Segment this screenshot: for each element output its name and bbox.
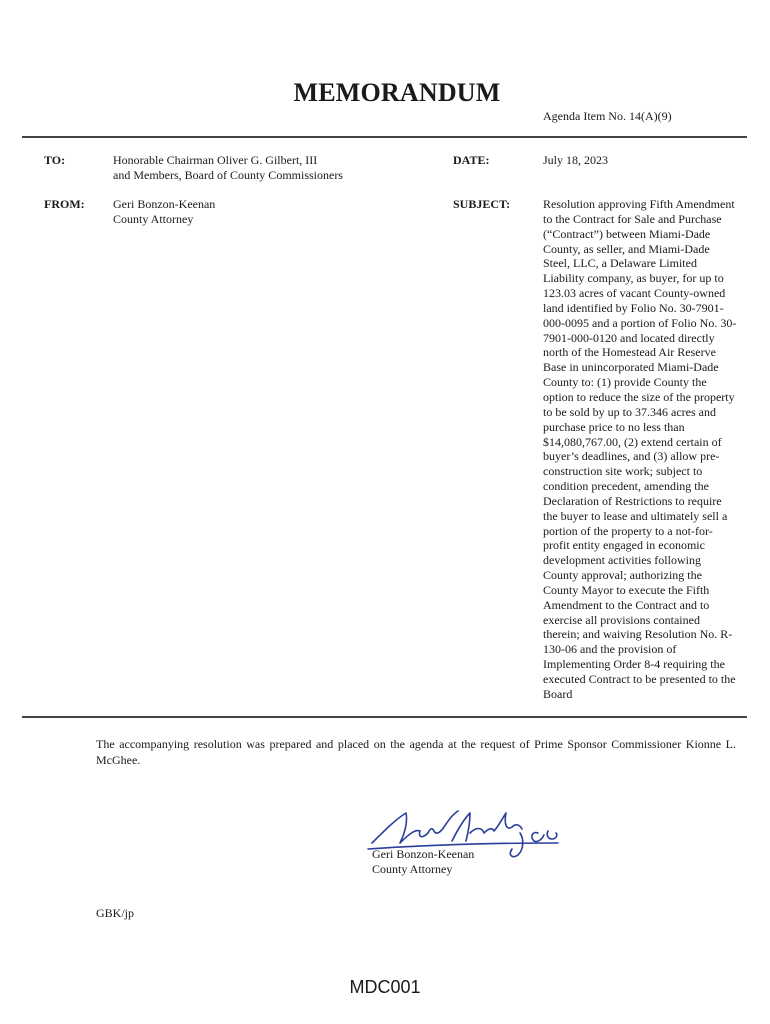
to-line-1: Honorable Chairman Oliver G. Gilbert, III bbox=[113, 153, 318, 167]
subject-line: land identified by Folio No. 30-7901- bbox=[543, 300, 724, 315]
from-sender bbox=[113, 197, 215, 227]
subject-line: condition precedent, amending the bbox=[543, 479, 709, 494]
signatory-name: Geri Bonzon-Keenan bbox=[372, 847, 475, 861]
agenda-item-number: Agenda Item No. 14(A)(9) bbox=[543, 109, 672, 123]
subject-line: to be sold by up to 37.346 acres and bbox=[543, 404, 716, 419]
subject-line: Steel, LLC, a Delaware Limited bbox=[543, 256, 697, 271]
subject-line: buyer’s deadlines, and (3) allow pre- bbox=[543, 449, 720, 464]
subject-line: County Mayor to execute the Fifth bbox=[543, 582, 710, 597]
subject-line: development activities following bbox=[543, 553, 701, 568]
from-line-1: Geri Bonzon-Keenan bbox=[113, 197, 216, 211]
subject-line: exercise all provisions contained bbox=[543, 612, 700, 627]
subject-line: County to: (1) provide County the bbox=[543, 375, 707, 390]
to-label: TO: bbox=[44, 153, 66, 167]
typist-initials: GBK/jp bbox=[96, 906, 135, 920]
subject-line: the buyer to lease and ultimately sell a bbox=[543, 508, 728, 523]
subject-line: portion of the property to a not-for- bbox=[543, 523, 713, 538]
subject-line: profit entity engaged in economic bbox=[543, 538, 705, 553]
subject-line: to the Contract for Sale and Purchase bbox=[543, 211, 722, 226]
subject-line: 130-06 and the provision of bbox=[543, 642, 677, 657]
subject-line: 123.03 acres of vacant County-owned bbox=[543, 286, 726, 301]
subject-line: County, as seller, and Miami-Dade bbox=[543, 241, 710, 256]
subject-line: therein; and waiving Resolution No. R- bbox=[543, 627, 733, 642]
bottom-divider bbox=[22, 716, 747, 718]
signatory-title: County Attorney bbox=[372, 862, 453, 876]
subject-line: purchase price to no less than bbox=[543, 419, 685, 434]
memo-body: The accompanying resolution was prepared and placed on the agenda at the request of Prime Sponsor Commissioner Kionne L. McGhee. bbox=[96, 737, 736, 767]
subject-line: $14,080,767.00, (2) extend certain of bbox=[543, 434, 722, 449]
subject-line: Base in unincorporated Miami-Dade bbox=[543, 360, 719, 375]
subject-line: Declaration of Restrictions to require bbox=[543, 493, 722, 508]
subject-line: option to reduce the size of the property bbox=[543, 389, 735, 404]
subject-line: Liability company, as buyer, for up to bbox=[543, 271, 724, 286]
subject-line: 000-0095 and a portion of Folio No. 30- bbox=[543, 315, 737, 330]
subject-line: construction site work; subject to bbox=[543, 464, 703, 479]
top-divider bbox=[22, 136, 747, 138]
page-footer-code: MDC001 bbox=[349, 977, 421, 997]
from-line-2: County Attorney bbox=[113, 212, 194, 226]
date-label: DATE: bbox=[453, 153, 490, 167]
to-line-2: and Members, Board of County Commissioners bbox=[113, 168, 343, 182]
memo-title: MEMORANDUM bbox=[293, 78, 501, 107]
subject-line: 7901-000-0120 and located directly bbox=[543, 330, 715, 345]
to-recipient bbox=[113, 153, 343, 183]
subject-line: executed Contract to be presented to the bbox=[543, 672, 736, 686]
subject-text bbox=[543, 197, 749, 702]
subject-line: north of the Homestead Air Reserve bbox=[543, 345, 716, 360]
subject-line: Implementing Order 8-4 requiring the bbox=[543, 657, 725, 672]
signatory bbox=[372, 847, 474, 877]
subject-label: SUBJECT: bbox=[453, 197, 511, 211]
subject-line: Board bbox=[543, 686, 573, 701]
subject-line: Resolution approving Fifth Amendment bbox=[543, 197, 735, 211]
date-value: July 18, 2023 bbox=[543, 153, 609, 167]
subject-line: (“Contract”) between Miami-Dade bbox=[543, 226, 711, 241]
subject-line: County approval; authorizing the bbox=[543, 568, 702, 583]
from-label: FROM: bbox=[44, 197, 85, 211]
subject-line: Amendment to the Contract and to bbox=[543, 597, 710, 612]
